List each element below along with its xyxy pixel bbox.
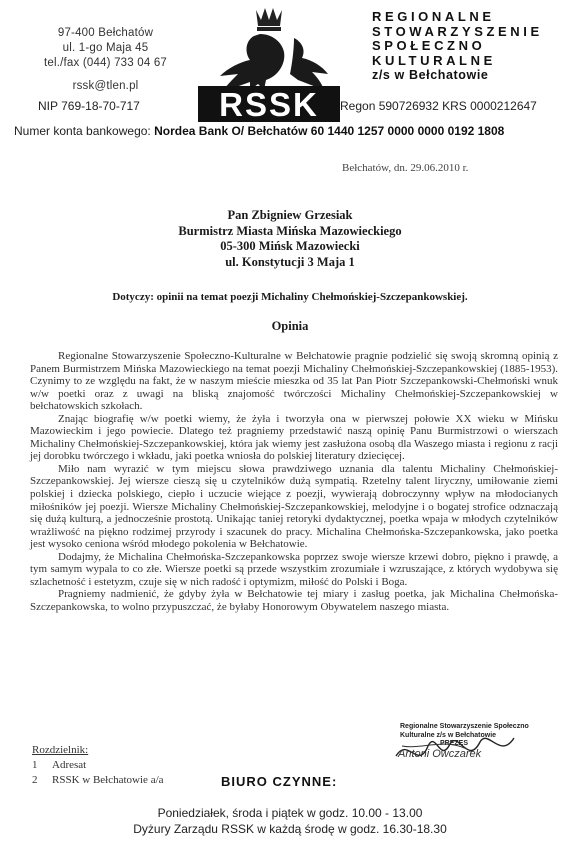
list-item-number: 2 xyxy=(32,774,38,786)
letter-title: Opinia xyxy=(271,319,309,333)
addressee-block xyxy=(0,208,580,270)
list-item xyxy=(32,758,164,773)
rssk-logo xyxy=(194,4,344,126)
stamp-line: Regionalne Stowarzyszenie Społeczno xyxy=(400,723,529,730)
bank-label: Numer konta bankowego: xyxy=(14,124,151,138)
letter-date: Bełchatów, dn. 29.06.2010 r. xyxy=(342,162,469,174)
addressee-line: ul. Konstytucji 3 Maja 1 xyxy=(225,254,355,269)
address-line: tel./fax (044) 733 04 67 xyxy=(43,57,168,69)
regon-krs: Regon 590726932 KRS 0000212647 xyxy=(340,99,537,113)
nip-number: NIP 769-18-70-717 xyxy=(38,99,140,113)
letter-body xyxy=(30,350,558,613)
stamp-line: Kulturalne z/s w Bełchatowie xyxy=(400,731,497,739)
bank-value: Nordea Bank O/ Bełchatów 60 1440 1257 0000 0000 0192 1808 xyxy=(154,124,505,138)
addressee-line: Pan Zbigniew Grzesiak xyxy=(227,208,353,222)
org-name-line: SPOŁECZNO xyxy=(372,38,486,53)
addressee-line: 05-300 Mińsk Mazowiecki xyxy=(220,239,360,254)
org-name-line: z/s w Bełchatowie xyxy=(372,68,489,82)
distribution-heading: Rozdzielnik: xyxy=(32,744,89,756)
org-email: rssk@tlen.pl xyxy=(72,80,139,92)
signatory-name: Antoni Owczarek xyxy=(398,748,482,760)
body-paragraph: Miło nam wyrazić w tym miejscu słowa prawdziwego uznania dla talentu Michaliny Chełmońskiej-Szczepankowskiej. Jej wiersze cieszą się u czytelników dużą sympatią. Rzetelny talent liryczny, umiłowanie ziemi polskiej i dziecka polskiego, ciepło i uczucie wiejące z poezji, wywierają dobroczynny wpływ na młodocianych miłośników jej poezji. Wiersze Michaliny Chełmońskiej-Szczepankowskiej, melodyjne i o bogatej strofice odznaczają się dużą kulturą, a jednocześnie prostotą. Unikając taniej retoryki dydaktycznej, poetka wpaja w młodych czytelników wrażliwość na piękno rodzimej przyrody i szacunek do pracy. Michalina Chełmońska-Szczepankowska, jako poetka jest wysoko ceniona wśród młodego pokolenia w Bełchatowie. xyxy=(30,462,558,551)
org-name-line: REGIONALNE xyxy=(372,9,495,24)
stamp-line: PREZES xyxy=(440,740,469,747)
distribution-list xyxy=(32,743,164,788)
org-name xyxy=(372,10,543,83)
org-name-line: KULTURALNE xyxy=(372,52,496,68)
list-item-text: Adresat xyxy=(52,759,87,771)
addressee-line: Burmistrz Miasta Mińska Mazowieckiego xyxy=(178,223,402,238)
office-hours-heading: BIURO CZYNNE: xyxy=(221,774,338,789)
bank-account xyxy=(14,124,504,138)
body-paragraph: Regionalne Stowarzyszenie Społeczno-Kulturalne w Bełchatowie pragnie podzielić się swoją skromną opinią z Panem Burmistrzem Mińska Mazowieckiego na temat poezji Michaliny Chełmońskiej-Szczepankowskiej (1885-1953). Czynimy to ze względu na fakt, że w naszym mieście mieszka od 35 lat Pan Piotr Szczepankowski-Chełmoński wnuk w/w poetki oraz z uwagi na bliską znajomość twórczości Michaliny Chełmońskiej-Szczepankowskiej w bełchatowskich szkołach. xyxy=(30,350,558,413)
list-item xyxy=(32,773,164,788)
office-hours-line: Poniedziałek, środa i piątek w godz. 10.00 - 13.00 xyxy=(157,806,423,820)
logo-text: RSSK xyxy=(219,86,319,123)
org-address xyxy=(18,26,193,94)
list-item-number: 1 xyxy=(32,759,38,771)
body-paragraph: Pragniemy nadmienić, że gdyby żyła w Bełchatowie tej miary i zasług poetka, jak Michalina Chełmońska-Szczepankowska, to wolno przypuszczać, że byłaby Honorowym Obywatelem naszego miasta. xyxy=(30,588,558,613)
crown-icon xyxy=(256,8,282,31)
address-line: 97-400 Bełchatów xyxy=(57,27,154,39)
letter-subject: Dotyczy: opinii na temat poezji Michaliny Chełmońskiej-Szczepankowskiej. xyxy=(112,291,468,303)
body-paragraph: Znając biografię w/w poetki wiemy, że żyła i tworzyła ona w pierwszej połowie XX wieku w Mińsku Mazowieckim i jego powiecie. Dlatego też pragniemy przedstawić naszą opinię Panu Burmistrzowi o wierszach Michaliny Chełmońskiej-Szczepankowskiej, która jak wiemy jest zasłużona osobą dla Waszego miasta i regionu z racji jej dorobku twórczego i wkładu, jaki poetka wniosła do polskiej literatury dziecięcej. xyxy=(30,412,558,463)
body-paragraph: Dodajmy, że Michalina Chełmońska-Szczepankowska poprzez swoje wiersze krzewi dobro, piękno i prawdę, a tym samym wypala to co złe. Wiersze poetki są przede wszystkim zrozumiałe i wzruszające, z których wydobywa się szlachetność i estetyzm, czuje się w nich radość i optymizm, miłość do Polski i Boga. xyxy=(30,550,558,588)
org-name-line: STOWARZYSZENIE xyxy=(372,23,543,39)
office-hours-line: Dyżury Zarządu RSSK w każdą środę w godz. 16.30-18.30 xyxy=(133,822,447,836)
eagle-icon xyxy=(220,34,328,92)
list-item-text: RSSK w Bełchatowie a/a xyxy=(52,774,164,786)
address-line: ul. 1-go Maja 45 xyxy=(62,42,149,54)
